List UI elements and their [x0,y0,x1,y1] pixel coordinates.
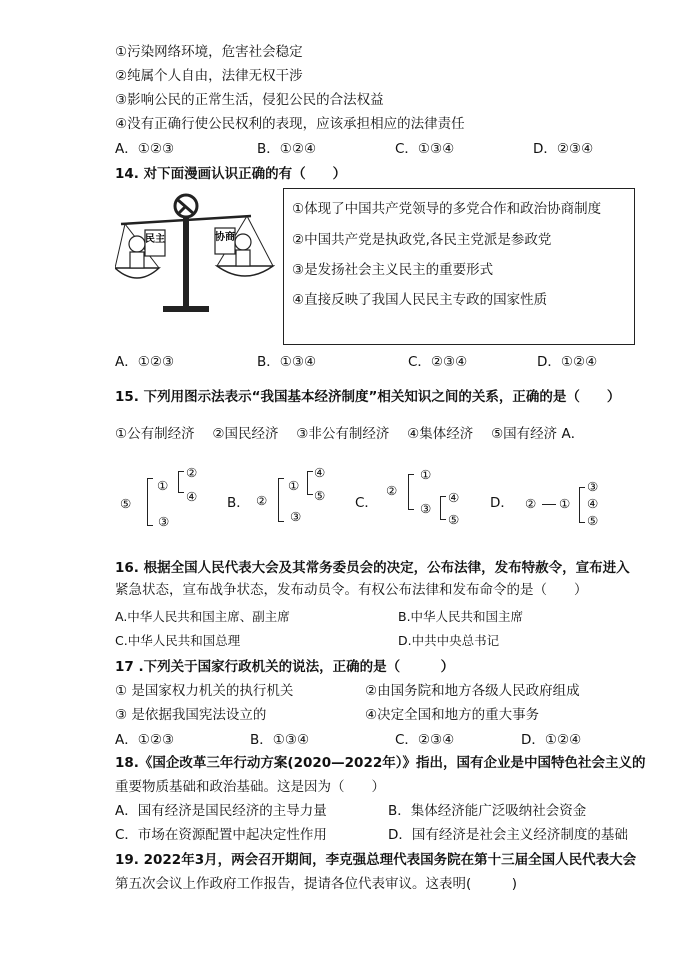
q16-stem-line1: 16. 根据全国人民代表大会及其常务委员会的决定，公布法律，发布特赦令，宣布进入 [115,560,630,576]
q16-option-c: C.中华人民共和国总理 [115,633,241,648]
q19-stem-line2: 第五次会议上作政府工作报告，提请各位代表审议。这表明( ) [115,876,518,892]
q17-statement-4: ④决定全国和地方的重大事务 [365,707,540,723]
cartoon-label-right: 协商 [215,232,235,243]
q17-option-c: C．②③④ [395,732,455,748]
q18-option-d: D．国有经济是社会主义经济制度的基础 [388,827,628,843]
q16-stem-line2: 紧急状态，宣布战争状态，发布动员令。有权公布法律和发布命令的是（ ） [115,582,588,598]
diagram-c-bottom2: ⑤ [448,512,460,527]
q13-statement-4: ④没有正确行使公民权利的表现，应该承担相应的法律责任 [115,116,465,132]
diagram-a-bottom: ④ [186,489,198,504]
q13-option-c: C．①③④ [395,141,455,157]
q14-statement-2: ②中国共产党是执政党,各民主党派是参政党 [292,232,552,248]
q18-option-b: B．集体经济能广泛吸纳社会资金 [388,803,587,819]
q17-option-b: B．①③④ [250,732,310,748]
q15-option-c-letter: C． [355,495,378,511]
q13-option-d: D．②③④ [533,141,594,157]
diagram-c-bottom1: ④ [448,490,460,505]
q17-option-d: D．①②④ [521,732,582,748]
diagram-d-c: ⑤ [587,513,599,528]
diagram-b-bottom: ⑤ [314,488,326,503]
q14-option-d: D．①②④ [537,354,598,370]
q15-option-b-letter: B． [227,495,250,511]
diagram-c-mid: ③ [420,501,432,516]
q18-stem-line2: 重要物质基础和政治基础。这是因为（ ） [115,779,385,795]
diagram-a-mid: ① [157,478,169,493]
diagram-b-top: ④ [314,465,326,480]
q18-option-a: A．国有经济是国民经济的主导力量 [115,803,327,819]
diagram-a-root: ⑤ [120,496,132,511]
political-cartoon-scale [115,188,275,316]
q15-stem: 15. 下列用图示法表示“我国基本经济制度”相关知识之间的关系，正确的是（ ） [115,389,621,405]
q14-option-a: A．①②③ [115,354,175,370]
q16-option-b: B.中华人民共和国主席 [398,609,524,624]
q17-statement-2: ②由国务院和地方各级人民政府组成 [365,683,580,699]
q15-option-d-letter: D． [490,495,514,511]
q17-statement-3: ③ 是依据我国宪法设立的 [115,707,267,723]
cartoon-label-left: 民主 [145,234,165,245]
q14-option-c: C．②③④ [408,354,468,370]
diagram-d-mid: ① [559,496,571,511]
q17-option-a: A．①②③ [115,732,175,748]
q18-option-c: C．市场在资源配置中起决定性作用 [115,827,327,843]
diagram-d-root: ② [525,496,537,511]
q13-statement-1: ①污染网络环境，危害社会稳定 [115,44,303,60]
q17-stem: 17 .下列关于国家行政机关的说法，正确的是（ ） [115,659,455,675]
diagram-d-a: ③ [587,479,599,494]
diagram-b-root: ② [256,493,268,508]
q19-stem-line1: 19. 2022年3月，两会召开期间，李克强总理代表国务院在第十三届全国人民代表大会 [115,852,637,868]
diagram-c-root: ② [386,483,398,498]
diagram-a-top: ② [186,465,198,480]
q14-statements-box [283,188,635,345]
q14-option-b: B．①③④ [257,354,317,370]
q13-statement-3: ③影响公民的正常生活，侵犯公民的合法权益 [115,92,384,108]
diagram-c-top: ① [420,467,432,482]
q15-items: ①公有制经济 ②国民经济 ③非公有制经济 ④集体经济 ⑤国有经济 A． [115,426,585,442]
q16-option-d: D.中共中央总书记 [398,633,500,648]
q17-statement-1: ① 是国家权力机关的执行机关 [115,683,294,699]
diagram-b-mid: ① [288,478,300,493]
diagram-d-b: ④ [587,496,599,511]
q14-stem: 14. 对下面漫画认识正确的有（ ） [115,166,347,182]
q13-statement-2: ②纯属个人自由，法律无权干涉 [115,68,303,84]
q18-stem-line1: 18.《国企改革三年行动方案(2020—2022年）》指出，国有企业是中国特色社会主义的 [115,755,646,771]
q14-statement-1: ①体现了中国共产党领导的多党合作和政治协商制度 [292,201,602,217]
q13-option-a: A．①②③ [115,141,175,157]
q13-option-b: B．①②④ [257,141,317,157]
diagram-b-low: ③ [290,509,302,524]
q14-statement-4: ④直接反映了我国人民民主专政的国家性质 [292,292,548,308]
q16-option-a: A.中华人民共和国主席、副主席 [115,609,290,624]
diagram-a-low: ③ [158,514,170,529]
q14-statement-3: ③是发扬社会主义民主的重要形式 [292,262,494,278]
